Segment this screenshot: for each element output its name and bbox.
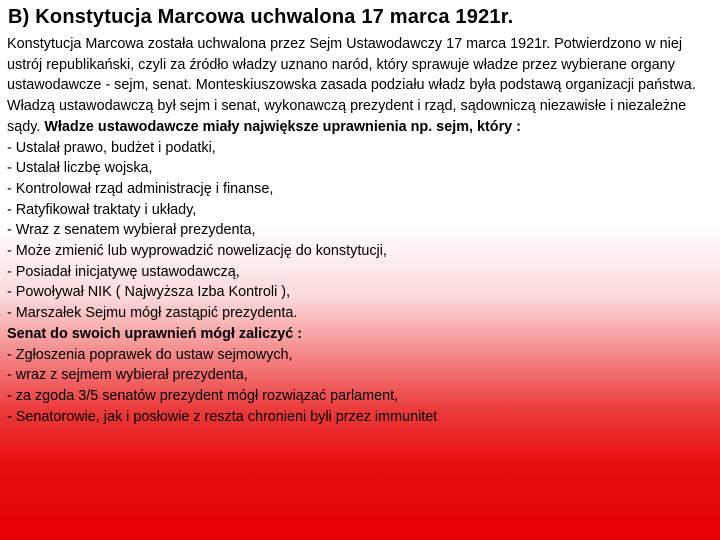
list-item: - Marszałek Sejmu mógł zastąpić prezydenta. — [7, 305, 298, 322]
list-item: - Wraz z senatem wybierał prezydenta, — [7, 222, 256, 239]
intro-text: Konstytucja Marcowa została uchwalona przez Sejm Ustawodawczy 17 marca 1921r. Potwierdzono w niej ustrój republikański, czyli za źródło władzy uznano naród, który sprawuje władze przez wybierane organy ustawodawcze - sejm, senat. Monteskiuszowska zasada podziału władz była podstawą organizacji państwa. Władzą ustawodawczą był sejm i senat, wykonawczą prezydent i rząd, sądowniczą niezawisłe i niezależne sądy. — [7, 36, 696, 135]
slide-body — [7, 34, 713, 427]
list-item: - Powoływał NIK ( Najwyższa Izba Kontroli ), — [7, 284, 291, 301]
intro-paragraph — [7, 34, 713, 138]
slide-title: B) Konstytucja Marcowa uchwalona 17 marca 1921r. — [8, 6, 514, 28]
list-item: - Może zmienić lub wyprowadzić nowelizację do konstytucji, — [7, 243, 387, 260]
sejm-powers-list — [7, 138, 713, 324]
list-item: - wraz z sejmem wybierał prezydenta, — [7, 367, 248, 384]
senat-heading: Senat do swoich uprawnień mógł zaliczyć : — [7, 325, 303, 342]
list-item: - Posiadał inicjatywę ustawodawczą, — [7, 263, 240, 280]
list-item: - Ustalał prawo, budżet i podatki, — [7, 139, 216, 156]
list-item: - Senatorowie, jak i posłowie z reszta chronieni byli przez immunitet — [7, 408, 438, 425]
list-item: - Kontrolował rząd administrację i finanse, — [7, 180, 274, 197]
list-item: - za zgoda 3/5 senatów prezydent mógł rozwiązać parlament, — [7, 387, 399, 404]
senat-powers-list — [7, 345, 713, 428]
list-item: - Zgłoszenia poprawek do ustaw sejmowych, — [7, 346, 293, 363]
list-item: - Ratyfikował traktaty i układy, — [7, 201, 197, 218]
intro-bold-text: Władze ustawodawcze miały największe uprawnienia np. sejm, który : — [44, 118, 521, 135]
list-item: - Ustalał liczbę wojska, — [7, 160, 153, 177]
